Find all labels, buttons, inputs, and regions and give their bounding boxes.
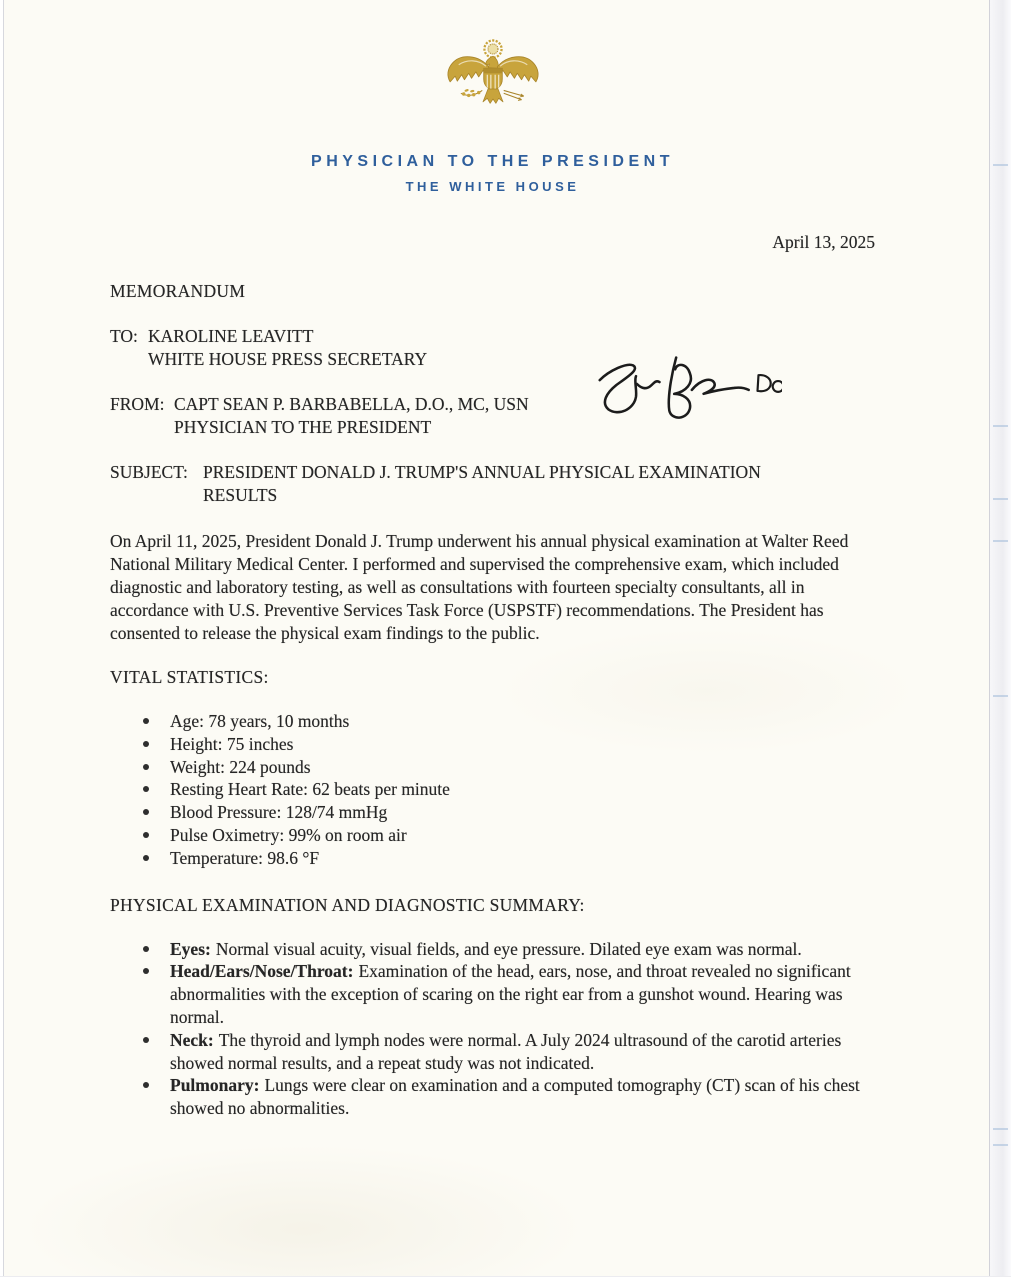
bullet-icon [143,1037,149,1043]
exam-neck-label: Neck: [170,1029,214,1050]
to-value [148,325,427,371]
exam-hent-text: Examination of the head, ears, nose, and throat revealed no significant abnormalities with the exception of scaring on the right ear from a gunshot wound. Hearing was normal. [170,961,851,1027]
from-sender-name: CAPT SEAN P. BARBABELLA, D.O., MC, USN [174,394,529,414]
vital-height: Height: 75 inches [170,733,294,754]
list-item [170,778,875,801]
scan-tick-mark [993,425,1008,427]
to-recipient-name: KAROLINE LEAVITT [148,326,314,346]
list-item [170,756,875,779]
exam-list [110,938,875,1120]
letterhead-subtitle: THE WHITE HOUSE [405,179,580,194]
bullet-icon [143,718,149,724]
date-line: April 13, 2025 [772,232,875,252]
scan-bottom-edge [0,1276,1011,1280]
vital-pulse-oximetry: Pulse Oximetry: 99% on room air [170,824,407,845]
scan-tick-mark [993,498,1008,500]
exam-eyes-label: Eyes: [170,938,211,959]
bullet-icon [143,741,149,747]
subject-line-1: PRESIDENT DONALD J. TRUMP'S ANNUAL PHYSICAL EXAMINATION [203,462,761,482]
exam-pulmonary-label: Pulmonary: [170,1075,260,1096]
bullet-icon [143,946,149,952]
from-label: FROM: [110,394,165,414]
list-item [170,733,875,756]
scan-tick-mark [993,540,1008,542]
vital-temperature: Temperature: 98.6 °F [170,847,320,868]
bullet-icon [143,809,149,815]
vital-heart-rate: Resting Heart Rate: 62 beats per minute [170,779,450,800]
list-item [170,801,875,824]
scan-right-edge-strip [989,0,1011,1280]
list-item [170,938,875,961]
bullet-icon [143,855,149,861]
vital-blood-pressure: Blood Pressure: 128/74 mmHg [170,802,388,823]
intro-paragraph: On April 11, 2025, President Donald J. Trump underwent his annual physical examination at Walter Reed National Military Medical Center. I performed and supervised the comprehensive exam, which included diagnostic and laboratory testing, as well as consultations with fourteen specialty consultants, all in accordance with U.S. Preventive Services Task Force (USPSTF) recommendations. The President has consented to release the physical exam findings to the public. [110,531,849,643]
presidential-eagle-seal-icon [443,26,543,132]
letterhead [110,0,875,194]
bullet-icon [143,786,149,792]
vital-weight: Weight: 224 pounds [170,756,311,777]
bullet-icon [143,1082,149,1088]
list-item [170,1029,875,1075]
letterhead-title: PHYSICIAN TO THE PRESIDENT [311,153,674,170]
vitals-list [110,710,875,870]
scan-tick-mark [993,1128,1008,1130]
exam-neck-text: The thyroid and lymph nodes were normal. A July 2024 ultrasound of the carotid arteries showed normal results, and a repeat study was not indicated. [170,1029,842,1073]
from-sender-title: PHYSICIAN TO THE PRESIDENT [174,417,432,437]
subject-label: SUBJECT: [110,462,188,482]
memo-subject-row [110,461,875,507]
scan-tick-mark [993,164,1008,166]
to-recipient-title: WHITE HOUSE PRESS SECRETARY [148,349,428,369]
list-item [170,847,875,870]
list-item [170,960,875,1028]
scan-tick-mark [993,1144,1008,1146]
vitals-heading: VITAL STATISTICS: [110,667,269,687]
exam-eyes-text: Normal visual acuity, visual fields, and eye pressure. Dilated eye exam was normal. [215,938,802,959]
bullet-icon [143,764,149,770]
list-item [170,824,875,847]
scan-tick-mark [993,695,1008,697]
bullet-icon [143,968,149,974]
vital-age: Age: 78 years, 10 months [170,711,350,731]
to-label: TO: [110,326,138,346]
signature-image [586,350,782,420]
exam-pulmonary-text: Lungs were clear on examination and a computed tomography (CT) scan of his chest showed no abnormalities. [170,1075,860,1119]
subject-value [203,461,761,507]
bullet-icon [143,832,149,838]
subject-line-2: RESULTS [203,485,278,505]
scan-left-edge [0,0,4,1280]
memorandum-heading: MEMORANDUM [110,281,246,301]
exam-hent-label: Head/Ears/Nose/Throat: [170,961,354,982]
list-item [170,710,875,733]
exam-heading: PHYSICAL EXAMINATION AND DIAGNOSTIC SUMMARY: [110,894,585,915]
from-value [174,393,529,439]
list-item [170,1074,875,1120]
